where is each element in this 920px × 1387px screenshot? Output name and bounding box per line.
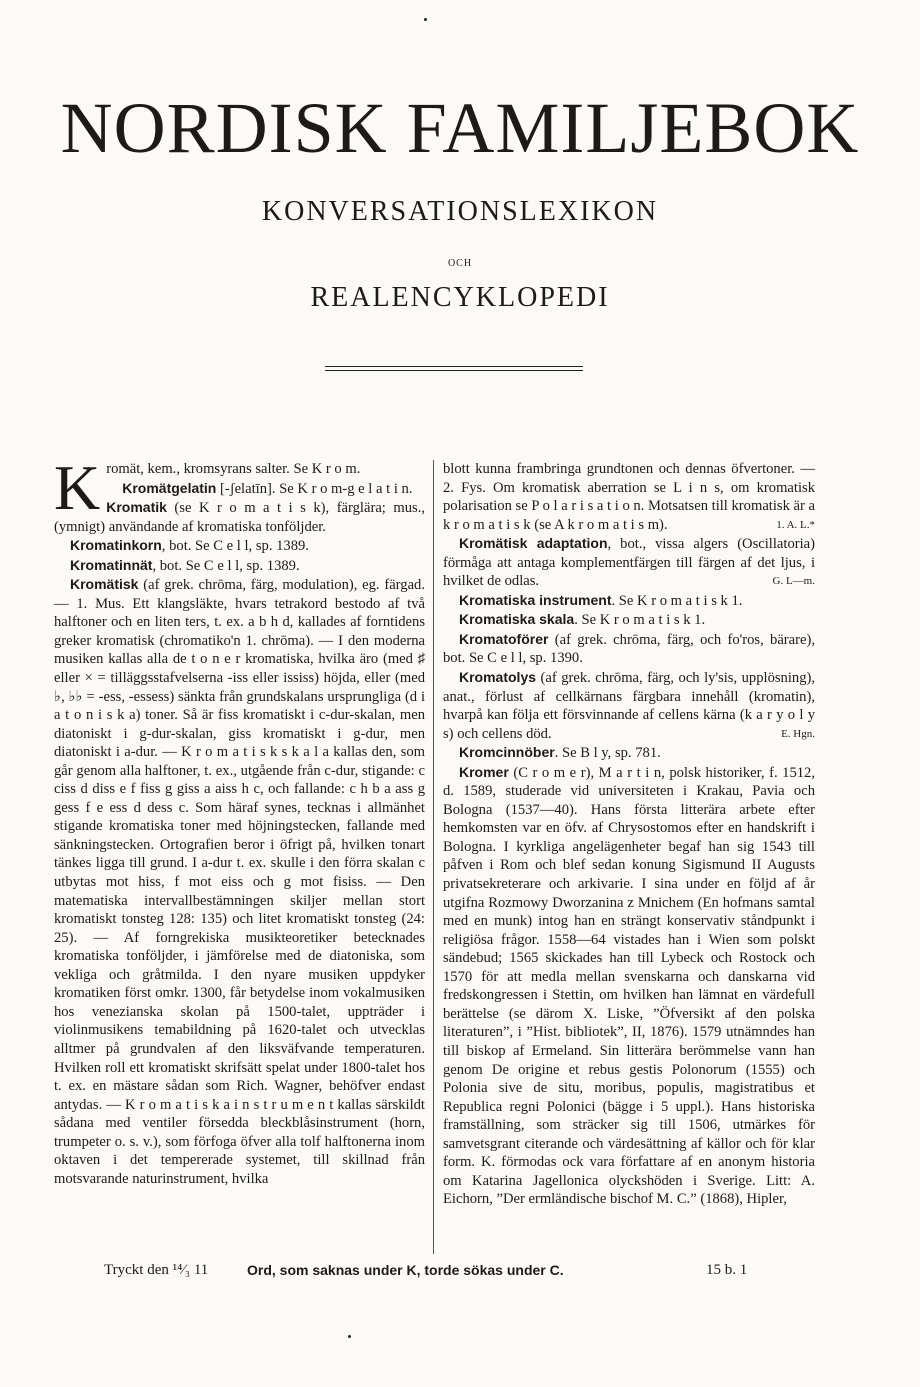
entry: blott kunna frambringa grundtonen och dennas öfvertoner. — 2. Fys. Om kromatisk aberration se L i n s, om kromatisk polarisation se P o l a r i s a t i o n. Motsatsen till kromatisk är a k r o m a t i s k (se A k r o m a t i s m). 1. A. L.* [443, 461, 815, 533]
title-rule [325, 366, 583, 371]
footer-note: Ord, som saknas under K, torde sökas under C. [247, 1262, 564, 1278]
entry: Kromer (C r o m e r), M a r t i n, polsk historiker, f. 1512, d. 1589, studerade vid universiteten i Krakau, Pavia och Bologna (1537—40). Hans första litterära arbete efter hemkomsten var en öfv. af Chrysostomos efter en handskrift i Bologna. I kyrkliga angelägenheter begaf han sig 1543 till påfven i Rom och blef sedan konung Sigismund II Augusts privatsekreterare och arkivarie. I sina under en följd af år utgifna Rozmowy Dworzanina z Mnichem (En hofmans samtal med en munk) intog han en strängt konservativ ståndpunkt i religiösa frågor. 1558—64 vistades han i Wien som polskt sändebud; 1565 skickades han till Lybeck och Rostock och 1570 för att medla mellan svenskarna och danskarna vid fredskongressen i Stettin, om hvilken han lämnat en värdefull berättelse (se därom X. Liske, ”Öfversikt af den polska literaturen”, i ”Hist. bibliotek”, II, 1876). 1579 utnämndes han till biskop af Ermeland. Sin litterära berömmelse vann han genom De origine et rebus gestis Polonorum (1555) och Polonia sive de situ, moribus, populis, magistratibus et Republica regni Polonici (bägge i 5 uppl.). Hans historiska framställning, som sträcker sig till 1506, utmärkes för samvetsgrant citerande och värdesättning af källor och för klar form. K. förmodas ock vara författare af en anonym historia om Katarina Jagellonica olyckshöden i Sverige. Litt: A. Eichorn, ”Der ermländische bischof M. C.” (1868), Hipler, [443, 763, 815, 1208]
entry: Kromätisk adaptation, bot., vissa algers (Oscillatoria) förmåga att antaga komplementfärgen till färgen af det ljus, i hvilket de odlas. G. L—m. [443, 535, 815, 590]
signature: 1. A. L.* [776, 518, 815, 531]
bottom-mark [348, 1335, 351, 1338]
top-mark [424, 18, 427, 21]
entry: romät, kem., kromsyrans salter. Se K r o m. [106, 461, 361, 477]
entry: Kromatik (se K r o m a t i s k), färglära; mus., (ymnigt) användande af kromatiska tonföljder. [54, 499, 425, 535]
entry: Kromatiska skala. Se K r o m a t i s k 1. [459, 611, 706, 629]
right-column [443, 460, 815, 1209]
sheet-number: 15 b. 1 [706, 1262, 748, 1278]
subtitle-2: REALENCYKLOPEDI [310, 282, 610, 313]
signature: G. L—m. [772, 575, 815, 588]
entry: Kromatinnät, bot. Se C e l l, sp. 1389. [70, 556, 300, 574]
left-column [54, 452, 425, 1188]
print-date: Tryckt den ¹⁴⁄₃ 11 [104, 1262, 209, 1278]
page-title: NORDISK FAMILJEBOK [60, 88, 860, 168]
column-divider [433, 460, 434, 1254]
entry: Kromatolys (af grek. chrōma, färg, och ly'sis, upplösning), anat., förlust af cellkärnans färgbara innehåll (kromatin), hvarpå kan följa ett försvinnande af cellens kärna (k a r y o l y s) och cellens död. E. Hgn. [443, 669, 815, 742]
entry: Kromätisk (af grek. chrōma, färg, modulation), eg. färgad. — 1. Mus. Ett klangsläkte, hvars tetrakord bestodo af två halftoner och en liten ters, t. ex. a b h d, kallades af forntidens greker kromatisk (chromatiko'n 1. chrōma). — I den moderna musiken kallas alla de t o n e r kromatiska, hvilka äro (med ♯ eller × = tilläggsstafvelserna -iss eller ississ) höjda, eller (med ♭, ♭♭ = -ess, -essess) sänkta från grundskalans ursprungliga (d i a t o n i s k a) toner. Så är fiss kromatiskt i c-dur-skalan, men diatoniskt i g-dur-skalan, giss kromatiskt i g-dur, men diatoniskt i a-dur. — K r o m a t i s k s k a l a kallas den, som går genom alla halftoner, t. ex., utgående från c-dur, stigande: c ciss d diss e f fiss g giss a aiss h c, och fallande: c h b a ass g gess f e ess d dess c. Som häraf synes, tecknas i allmänhet stigande kromatiska toner med höjningstecken, fallande med sänkningstecken. Ortografien beror i öfrigt på, hvilken tonart tänkes ligga till grund. I a-dur t. ex. skulle i den förra skalan c utbytas mot hiss, f mot eiss och g mot fisiss. — Den matematiska intervallbestämningen skiljer mellan stort kromatiskt tonsteg 128: 135) och litet kromatiskt tonsteg (24: 25). — Af forngrekiska musikteoretiker betecknades kromatiska tonföljder, i jämförelse med de diatoniska, som vekliga och gråtmilda. I den nyare musiken uppdyker kromatiken först omkr. 1300, får betydelse inom vokalmusiken hos venezianska skolan på 1500-talet, uppträder i violinmusikens temabildning på 1620-talet och utvecklas alltmer på grundvalen af den liksväfvande temperaturen. Hvilken roll ett kromatiskt skrifsätt spelat under 1800-talet hos t. ex. en mästare sådan som Rich. Wagner, behöfver endast antydas. — K r o m a t i s k a i n s t r u m e n t kallas särskildt sådana med ventiler försedda bleckblåsinstrument (horn, trumpeter o. s. v.), som förfoga öfver alla tolf halftonerna inom oktaven i det tempererade systemet, till skillnad från motsvarande naturinstrument, hvilka [54, 576, 425, 1187]
conjunction: OCH [447, 258, 473, 269]
subtitle: KONVERSATIONSLEXIKON [261, 196, 659, 227]
entry: Kromätgelatin [-ʃelatīn]. Se K r o m-g e l a t i n. [122, 479, 413, 497]
dropcap: K [54, 452, 101, 523]
entry: Kromatoförer (af grek. chrōma, färg, och fo'ros, bärare), bot. Se C e l l, sp. 1390. [443, 630, 815, 667]
entry: Kromatinkorn, bot. Se C e l l, sp. 1389. [70, 537, 309, 555]
entry: Kromatiska instrument. Se K r o m a t i s k 1. [459, 591, 743, 609]
signature: E. Hgn. [781, 727, 815, 740]
entry: Kromcinnöber. Se B l y, sp. 781. [459, 744, 661, 762]
